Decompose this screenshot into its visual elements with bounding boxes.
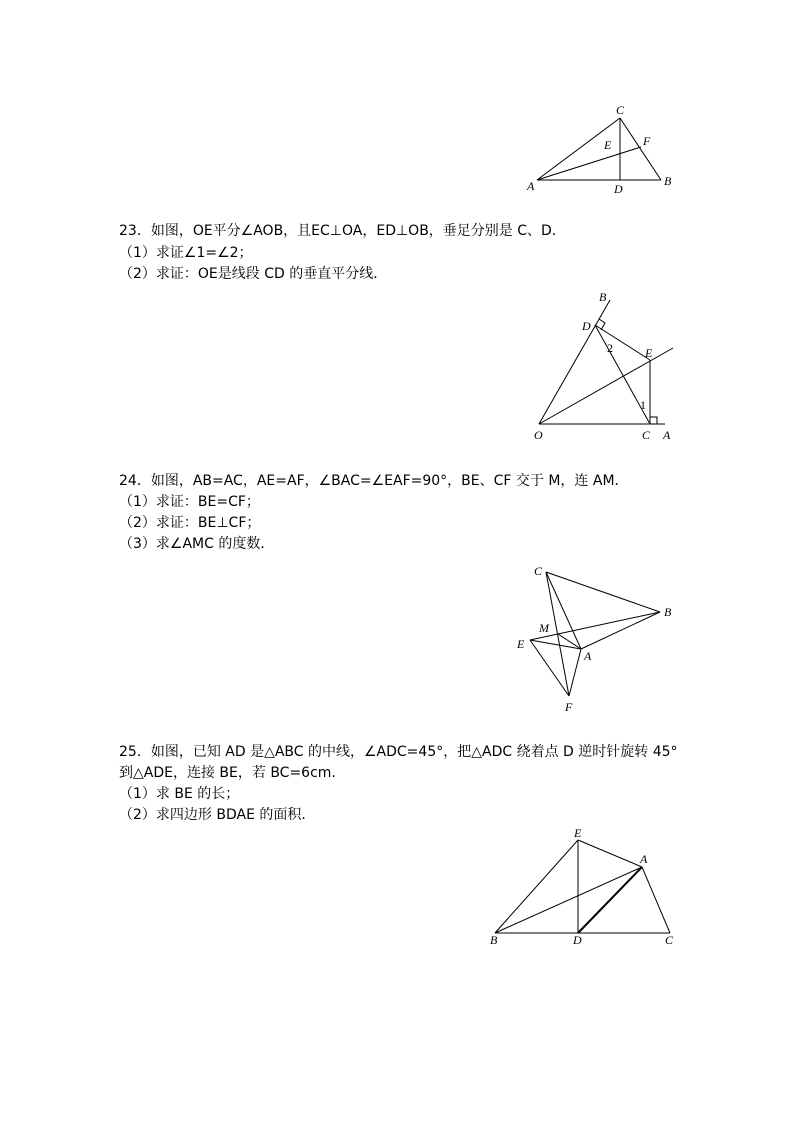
segment-AC <box>642 867 670 933</box>
label-angle-1: 1 <box>640 398 646 412</box>
ray-OB <box>539 300 610 424</box>
label-C: C <box>665 933 674 947</box>
q25-item-1: （1）求 BE 的长； <box>119 786 240 802</box>
segment-AF <box>569 649 581 696</box>
segment-AB <box>581 612 660 649</box>
q23-item-1: （1）求证∠1=∠2； <box>119 245 253 261</box>
label-D: D <box>582 319 591 333</box>
label-A: A <box>584 649 592 663</box>
q24-title: 24．如图，AB=AC，AE=AF，∠BAC=∠EAF=90°，BE、CF 交于 M，连 AM． <box>119 473 629 489</box>
q25-title-line1: 25．如图，已知 AD 是△ABC 的中线，∠ADC=45°，把△ADC 绕着点 D 逆时针旋转 45° <box>119 744 678 760</box>
label-A: A <box>663 428 671 442</box>
figure-q24 <box>0 560 794 720</box>
label-F: F <box>643 134 651 148</box>
q23-item-2: （2）求证：OE是线段 CD 的垂直平分线． <box>119 266 388 282</box>
figure-q23 <box>0 280 794 450</box>
label-C: C <box>534 564 543 578</box>
label-E: E <box>517 637 525 651</box>
segment-DE <box>595 325 650 360</box>
segment-CB <box>546 572 660 612</box>
ray-OE <box>539 348 673 424</box>
label-D: D <box>614 182 623 196</box>
q25-title-line2: 到△ADE，连接 BE，若 BC=6cm. <box>119 765 336 781</box>
label-B: B <box>599 290 607 304</box>
label-M: M <box>539 621 549 635</box>
q24-item-3: （3）求∠AMC 的度数． <box>119 536 275 552</box>
segment-AF <box>537 147 641 180</box>
label-B: B <box>664 605 672 619</box>
label-B: B <box>490 933 498 947</box>
segment-CB <box>620 118 661 180</box>
label-A: A <box>640 852 648 866</box>
label-angle-2: 2 <box>607 341 613 355</box>
segment-AD <box>578 867 642 933</box>
label-E: E <box>645 346 653 360</box>
segment-EB <box>530 612 660 640</box>
label-D: D <box>573 933 582 947</box>
q25-item-2: （2）求四边形 BDAE 的面积． <box>119 807 316 823</box>
label-A: A <box>527 179 535 193</box>
label-C: C <box>616 103 625 117</box>
label-C: C <box>642 428 651 442</box>
segment-BE <box>495 840 578 933</box>
figure-q22 <box>0 0 794 200</box>
q24-item-1: （1）求证：BE=CF； <box>119 494 260 510</box>
label-O: O <box>534 428 543 442</box>
label-E: E <box>604 138 612 152</box>
label-E: E <box>574 826 582 840</box>
segment-BA <box>495 867 642 933</box>
figure-q25 <box>0 820 794 960</box>
right-angle-C <box>650 417 657 424</box>
label-B: B <box>664 174 672 188</box>
label-F: F <box>565 700 573 714</box>
q24-item-2: （2）求证：BE⊥CF； <box>119 515 261 531</box>
segment-EA <box>578 840 642 867</box>
q23-title: 23．如图，OE平分∠AOB，且EC⊥OA，ED⊥OB，垂足分别是 C、D． <box>119 223 566 239</box>
segment-EF <box>530 640 569 696</box>
